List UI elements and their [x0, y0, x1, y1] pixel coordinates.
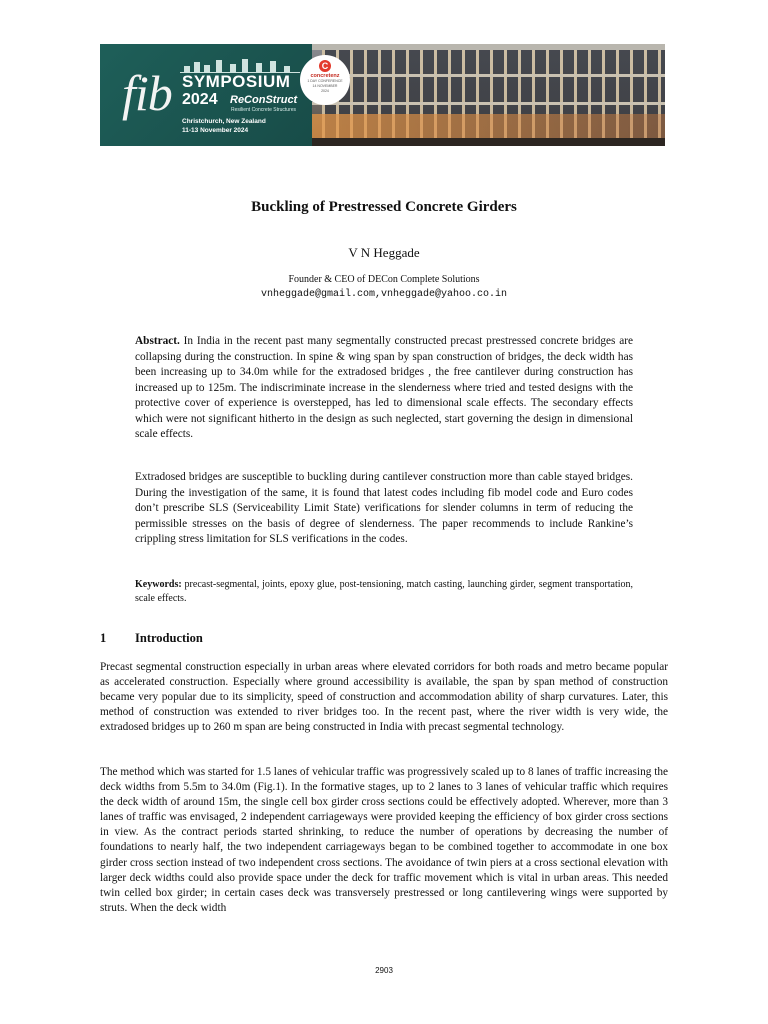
symposium-theme-sub: Resilient Concrete Structures	[231, 107, 297, 113]
section-number: 1	[100, 631, 107, 645]
badge-line: 2024	[321, 89, 329, 93]
symposium-theme: ReConStruct	[230, 94, 298, 106]
symposium-label: SYMPOSIUM	[182, 72, 291, 91]
concretenz-badge	[300, 55, 350, 105]
abstract-paragraph-2: Extradosed bridges are susceptible to buckling during cantilever construction more than cable stayed bridges. During the investigation of the same, it is found that latest codes including fib model code and Euro codes don’t prescribe SLS (Serviceability Limit State) verifications for slender columns in term of reducing the permissible stresses on the basis of degree of slenderness. The paper recommends to include Rankine’s crippling stress limitation for SLS verifications in the codes.	[135, 471, 633, 545]
body-paragraph: The method which was started for 1.5 lanes of vehicular traffic was progressively scaled up to 8 lanes of traffic increasing the deck widths from 5.5m to 34.0m (Fig.1). In the formative stages, up to 2 lanes to 3 lanes of vehicular traffic which requires the deck width of around 15m, the single cell box girder cross sections could be effectively adopted. Wherever, more than 3 lanes of traffic was envisaged, 2 independent carriageways were provided keeping the efficiency of box girder cross sections in view. As the contract periods started shrinking, to reduce the number of operations by decreasing the number of foundations to nearly half, the two independent carriageways began to be combined together to accommodate in one box girder cross section instead of two independent cross sections. The avoidance of twin piers at a cross sectional elevation with larger deck widths could also provide space under the deck for traffic movement which is vital in urban areas. This needed twin celled box girder; in certain cases deck was transversely prestressed or long cantilevering wings were supported by struts. When the deck width	[100, 766, 668, 914]
author-affiliation: Founder & CEO of DECon Complete Solutions	[288, 274, 480, 285]
keywords-text: precast-segmental, joints, epoxy glue, post-tensioning, match casting, launching girder, segment transportation, scale effects.	[135, 579, 633, 604]
body-paragraph: Precast segmental construction especially in urban areas where elevated corridors for both roads and metro became popular as accelerated construction. Especially where ground accessibility is available, the span by span method of construction became very popular due to its simplicity, speed of construction and accommodation ability of sharp curvatures. Later, this method of construction was extended to river bridges too. In the recent past, where the river width is very wide, the extradosed bridges up to 260 m span are being constructed in India with precast segmental technology.	[100, 661, 668, 734]
symposium-location: Christchurch, New Zealand	[182, 118, 266, 125]
section-title: Introduction	[135, 631, 203, 645]
badge-line: 14 NOVEMBER	[312, 84, 338, 88]
author-emails: vnheggade@gmail.com,vnheggade@yahoo.co.in	[260, 289, 508, 300]
concretenz-logo-icon: C	[319, 60, 331, 72]
keywords	[135, 578, 633, 606]
page-number: 2903	[375, 966, 393, 975]
abstract-text: In India in the recent past many segmentally constructed precast prestressed concrete bridges are collapsing during the construction. In spine & wing span by span construction of bridges, the deck width has been increasing up to 34.0m while for the extradosed bridges , the free cantilever during construction has increased up to 125m. The indiscriminate increase in the slenderness where tried and tested designs with the protective cover of experience is overstepped, has led to dimensional scale effects. The secondary effects which were not significant hitherto in the design as such neglected, start governing the design in dimensional scale effects.	[135, 335, 633, 440]
abstract-label: Abstract.	[135, 335, 180, 347]
building-photo	[312, 44, 665, 146]
conference-banner	[100, 44, 665, 146]
banner-brand-panel	[100, 44, 312, 146]
fib-logo: fib	[122, 65, 172, 121]
skyline-graphic	[180, 58, 300, 73]
symposium-year: 2024	[182, 91, 218, 108]
abstract-paragraph	[135, 334, 633, 443]
paper-title: Buckling of Prestressed Concrete Girders	[251, 199, 517, 215]
paper-author: V N Heggade	[348, 245, 420, 260]
symposium-dates: 11-13 November 2024	[182, 127, 249, 134]
keywords-label: Keywords:	[135, 579, 182, 590]
badge-line: 1 DAY CONFERENCE	[307, 79, 343, 83]
badge-name: concretenz	[310, 73, 340, 79]
